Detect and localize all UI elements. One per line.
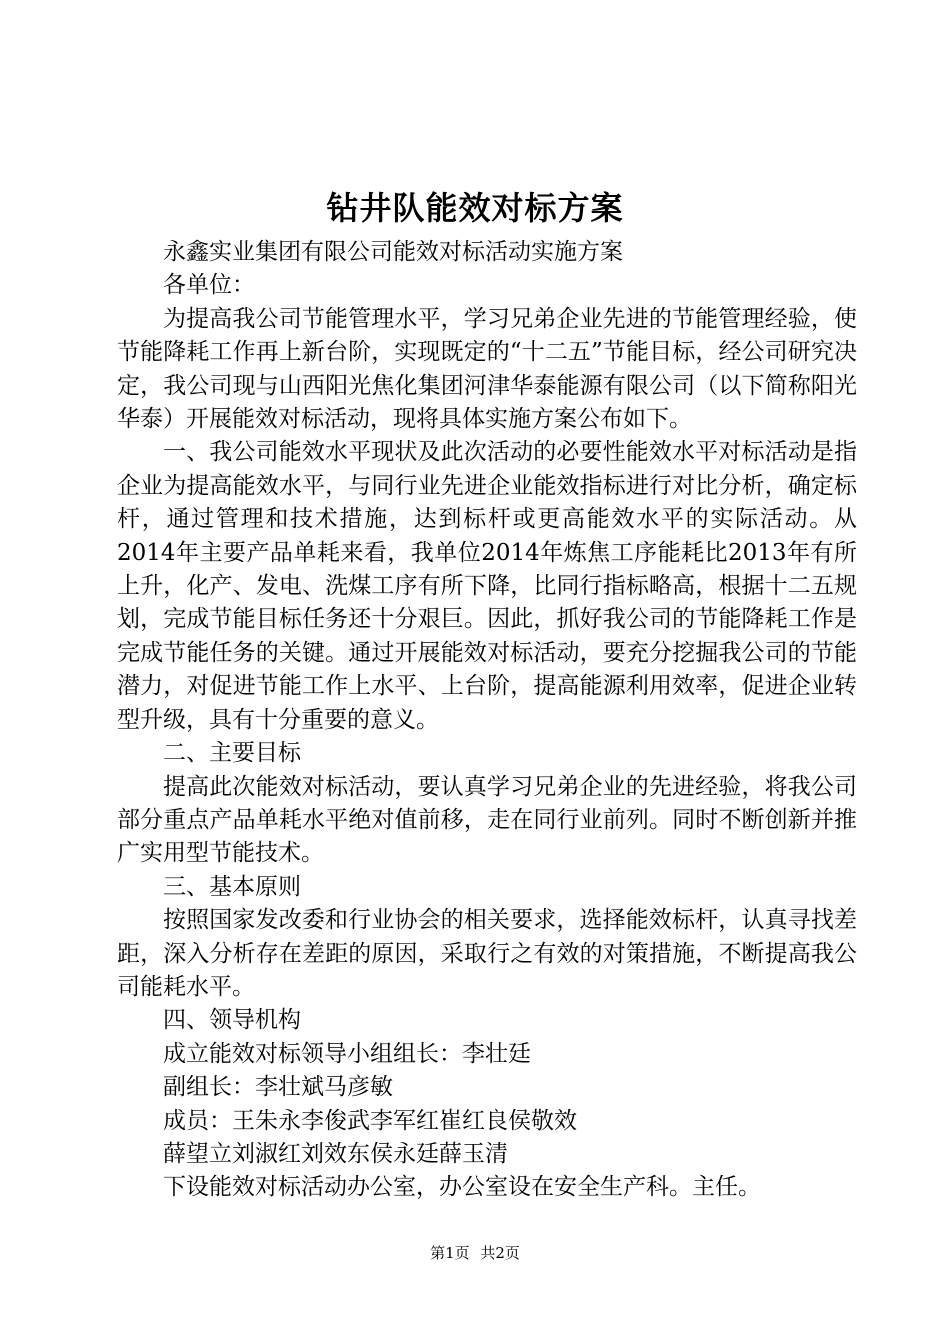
heading-section-4: 四、领导机构 (163, 1007, 301, 1034)
paragraph-salutation: 各单位： (163, 272, 255, 299)
paragraph-members-continued: 薛望立刘淑红刘效东侯永廷薛玉清 (163, 1140, 508, 1167)
paragraph-office: 下设能效对标活动办公室，办公室设在安全生产科。主任。 (163, 1174, 761, 1201)
page-number: 第1页 (430, 1244, 470, 1262)
document-title: 钻井队能效对标方案 (326, 189, 624, 227)
paragraph-section-1: 一、我公司能效水平现状及此次活动的必要性能效水平对标活动是指企业为提高能效水平，与同行业先进企业能效指标进行对比分析，确定标杆，通过管理和技术措施，达到标杆或更高能效水平的实际活动。从2014年主要产品单耗来看，我单位2014年炼焦工序能耗比2013年有所上升，化产、发电、洗煤工序有所下降，比同行指标略高，根据十二五规划，完成节能目标任务还十分艰巨。因此，抓好我公司的节能降耗工作是完成节能任务的关键。通过开展能效对标活动，要充分挖掘我公司的节能潜力，对促进节能工作上水平、上台阶，提高能源利用效率，促进企业转型升级，具有十分重要的意义。 (117, 439, 857, 733)
paragraph-section-3: 按照国家发改委和行业协会的相关要求，选择能效标杆，认真寻找差距，深入分析存在差距的原因，采取行之有效的对策措施，不断提高我公司能耗水平。 (117, 907, 857, 1000)
page-total: 共2页 (480, 1244, 520, 1262)
page-footer (0, 1242, 950, 1264)
paragraph-intro: 为提高我公司节能管理水平，学习兄弟企业先进的节能管理经验，使节能降耗工作再上新台阶，实现既定的“十二五”节能目标，经公司研究决定，我公司现与山西阳光焦化集团河津华泰能源有限公司（以下简称阳光华泰）开展能效对标活动，现将具体实施方案公布如下。 (117, 305, 857, 433)
paragraph-leader: 成立能效对标领导小组组长：李壮廷 (163, 1040, 531, 1067)
paragraph-deputy-leader: 副组长：李壮斌马彦敏 (163, 1074, 393, 1101)
paragraph-members: 成员：王朱永李俊武李军红崔红良侯敬效 (163, 1107, 577, 1134)
document-body (117, 236, 857, 1205)
heading-section-2: 二、主要目标 (163, 740, 301, 767)
paragraph-section-2: 提高此次能效对标活动，要认真学习兄弟企业的先进经验，将我公司部分重点产品单耗水平绝对值前移，走在同行业前列。同时不断创新并推广实用型节能技术。 (117, 773, 857, 867)
paragraph-subtitle: 永鑫实业集团有限公司能效对标活动实施方案 (163, 239, 623, 265)
heading-section-3: 三、基本原则 (163, 873, 301, 900)
